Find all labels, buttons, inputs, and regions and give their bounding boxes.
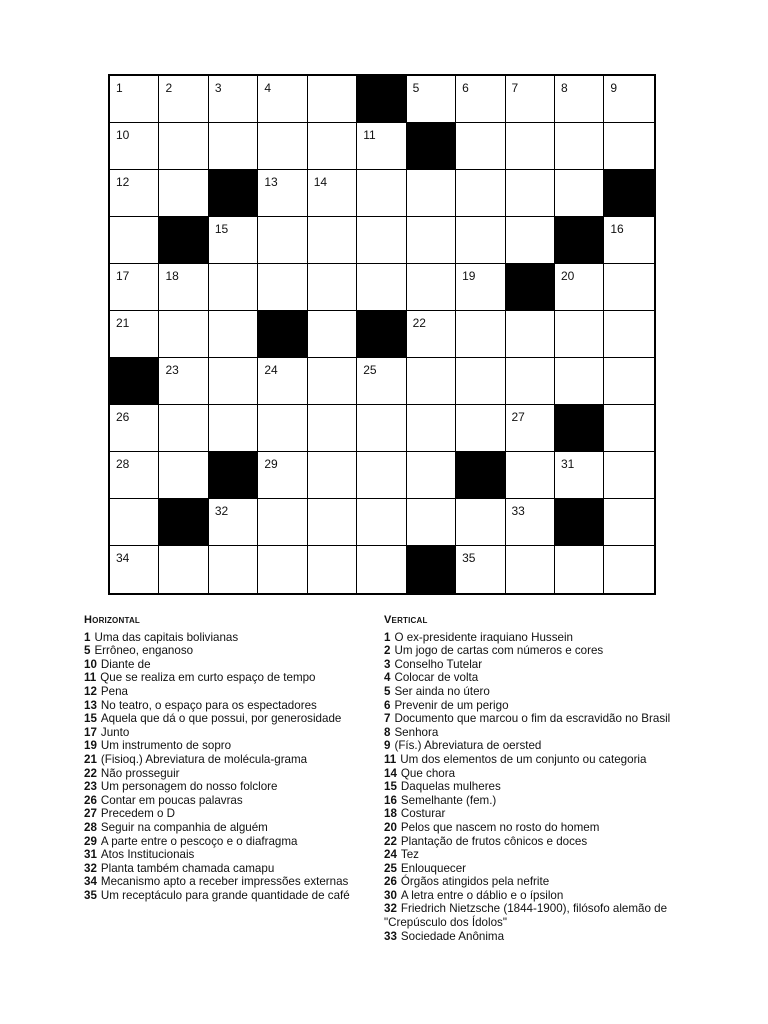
clue-text: Sociedade Anônima xyxy=(400,929,505,943)
grid-cell[interactable] xyxy=(407,76,456,123)
grid-cell[interactable] xyxy=(258,452,307,499)
crossword-grid xyxy=(108,74,656,595)
grid-cell[interactable] xyxy=(110,499,159,546)
clue-item xyxy=(84,875,384,889)
clue-item xyxy=(84,631,384,645)
cell-number: 11 xyxy=(363,128,376,142)
grid-cell[interactable] xyxy=(604,452,653,499)
black-cell xyxy=(407,123,456,170)
clue-number: 31 xyxy=(84,848,97,862)
cell-number: 34 xyxy=(116,551,130,565)
clue-item xyxy=(384,658,684,672)
clue-text: Pelos que nascem no rosto do homem xyxy=(400,820,600,834)
grid-cell[interactable] xyxy=(604,499,653,546)
clue-number: 10 xyxy=(84,657,97,671)
black-cell xyxy=(357,76,406,123)
cell-number: 6 xyxy=(462,81,469,95)
clue-item xyxy=(84,685,384,699)
clue-text: A letra entre o dáblio e o ípsilon xyxy=(400,888,564,902)
clue-number: 22 xyxy=(84,766,97,780)
grid-cell[interactable] xyxy=(159,123,208,170)
clue-item xyxy=(384,712,684,726)
grid-cell[interactable] xyxy=(357,358,406,405)
clue-number: 5 xyxy=(84,644,91,658)
clue-item xyxy=(384,699,684,713)
grid-cell[interactable] xyxy=(604,123,653,170)
clue-text: O ex-presidente iraquiano Hussein xyxy=(394,630,573,644)
clue-item xyxy=(84,862,384,876)
cell-number: 20 xyxy=(560,269,575,283)
clue-item xyxy=(84,739,384,753)
black-cell xyxy=(506,264,555,311)
grid-cell[interactable] xyxy=(357,546,406,593)
clue-text: Precedem o D xyxy=(100,807,176,821)
clue-item xyxy=(384,875,684,889)
clue-number: 24 xyxy=(384,848,397,862)
cell-number: 26 xyxy=(116,410,130,424)
horizontal-clue-list xyxy=(84,631,384,903)
clue-number: 26 xyxy=(384,875,397,889)
clue-text: Órgãos atingidos pela nefrite xyxy=(400,875,550,889)
clue-item xyxy=(384,644,684,658)
clue-number: 8 xyxy=(384,725,391,739)
black-cell xyxy=(456,452,505,499)
clue-number: 4 xyxy=(384,671,391,685)
clue-text: Enlouquecer xyxy=(400,861,467,875)
grid-cell[interactable] xyxy=(407,499,456,546)
cell-number: 23 xyxy=(165,363,179,377)
clue-number: 6 xyxy=(384,698,391,712)
grid-cell[interactable] xyxy=(456,76,505,123)
clue-number: 1 xyxy=(84,630,91,644)
clue-text: Junto xyxy=(100,725,130,739)
grid-cell[interactable] xyxy=(308,546,357,593)
clue-number: 32 xyxy=(384,902,397,916)
grid-cell[interactable] xyxy=(209,499,258,546)
clue-text: Friedrich Nietzsche (1844-1900), filósofo alemão de "Crepúsculo dos Ídolos" xyxy=(384,902,668,930)
grid-cell[interactable] xyxy=(308,311,357,358)
cell-number: 14 xyxy=(313,175,328,189)
grid-cell[interactable] xyxy=(604,405,653,452)
cell-number: 13 xyxy=(264,175,278,189)
cell-number: 8 xyxy=(560,81,568,95)
grid-cell[interactable] xyxy=(506,311,555,358)
vertical-heading: Vertical xyxy=(384,614,428,626)
grid-cell[interactable] xyxy=(110,170,159,217)
clue-item xyxy=(384,862,684,876)
grid-cell[interactable] xyxy=(159,452,208,499)
clue-text: Planta também chamada camapu xyxy=(100,861,275,875)
clue-item xyxy=(384,835,684,849)
grid-cell[interactable] xyxy=(357,264,406,311)
grid-cell[interactable] xyxy=(555,76,604,123)
black-cell xyxy=(209,170,258,217)
cell-number: 16 xyxy=(610,222,624,236)
clue-text: Uma das capitais bolivianas xyxy=(94,630,239,644)
grid-cell[interactable] xyxy=(258,170,307,217)
vertical-clue-list xyxy=(384,631,684,944)
clue-item xyxy=(384,685,684,699)
grid-cell[interactable] xyxy=(209,123,258,170)
clue-item xyxy=(84,644,384,658)
cell-number: 25 xyxy=(363,363,377,377)
clue-text: Ser ainda no útero xyxy=(394,684,490,698)
grid-cell[interactable] xyxy=(506,452,555,499)
clue-text: No teatro, o espaço para os espectadores xyxy=(100,698,317,712)
clue-text: Aquela que dá o que possui, por generosidade xyxy=(100,712,342,726)
grid-cell[interactable] xyxy=(258,217,307,264)
black-cell xyxy=(604,170,653,217)
grid-cell[interactable] xyxy=(555,452,604,499)
clue-text: Pena xyxy=(100,684,128,698)
clue-number: 7 xyxy=(384,712,391,726)
clue-text: Que chora xyxy=(400,766,456,780)
black-cell xyxy=(357,311,406,358)
clue-text: Contar em poucas palavras xyxy=(100,793,243,807)
grid-cell[interactable] xyxy=(308,405,357,452)
grid-cell[interactable] xyxy=(456,217,505,264)
grid-cell[interactable] xyxy=(604,311,653,358)
clue-text: Errôneo, enganoso xyxy=(94,644,194,658)
clue-item xyxy=(84,835,384,849)
grid-cell[interactable] xyxy=(407,358,456,405)
clue-number: 26 xyxy=(84,793,97,807)
clue-text: Diante de xyxy=(100,657,151,671)
cell-number: 33 xyxy=(511,504,525,518)
cell-number: 29 xyxy=(264,457,278,471)
grid-cell[interactable] xyxy=(456,358,505,405)
clue-item xyxy=(384,848,684,862)
grid-cell[interactable] xyxy=(308,452,357,499)
clue-text: Conselho Tutelar xyxy=(394,657,483,671)
cell-number: 12 xyxy=(116,175,130,189)
grid-cell[interactable] xyxy=(555,546,604,593)
grid-cell[interactable] xyxy=(308,499,357,546)
cell-number: 19 xyxy=(462,269,476,283)
grid-cell[interactable] xyxy=(555,170,604,217)
grid-cell[interactable] xyxy=(110,264,159,311)
black-cell xyxy=(110,358,159,405)
grid-cell[interactable] xyxy=(258,546,307,593)
cell-number: 22 xyxy=(412,316,426,330)
cell-number: 4 xyxy=(264,81,271,95)
clue-number: 25 xyxy=(384,861,397,875)
clue-item xyxy=(84,699,384,713)
grid-cell[interactable] xyxy=(456,546,505,593)
grid-cell[interactable] xyxy=(456,123,505,170)
black-cell xyxy=(209,452,258,499)
clue-text: Colocar de volta xyxy=(394,671,479,685)
clue-number: 30 xyxy=(384,888,397,902)
clue-item xyxy=(84,848,384,862)
clue-text: Semelhante (fem.) xyxy=(400,793,497,807)
cell-number: 35 xyxy=(462,551,476,565)
grid-cell[interactable] xyxy=(357,217,406,264)
grid-cell[interactable] xyxy=(308,217,357,264)
grid-cell[interactable] xyxy=(407,264,456,311)
black-cell xyxy=(555,217,604,264)
grid-cell[interactable] xyxy=(110,452,159,499)
grid-cell[interactable] xyxy=(159,358,208,405)
grid-cell[interactable] xyxy=(506,170,555,217)
clue-text: Costurar xyxy=(400,807,446,821)
cell-number: 27 xyxy=(511,410,525,424)
cell-number: 17 xyxy=(116,269,130,283)
black-cell xyxy=(555,405,604,452)
clue-text: Um receptáculo para grande quantidade de café xyxy=(100,888,350,902)
grid-cell[interactable] xyxy=(555,123,604,170)
clue-number: 13 xyxy=(84,698,97,712)
grid-cell[interactable] xyxy=(506,499,555,546)
clue-number: 16 xyxy=(384,793,397,807)
clue-item xyxy=(384,767,684,781)
grid-cell[interactable] xyxy=(407,217,456,264)
clue-text: Que se realiza em curto espaço de tempo xyxy=(100,671,316,685)
grid-cell[interactable] xyxy=(604,264,653,311)
grid-cell[interactable] xyxy=(506,76,555,123)
clue-number: 17 xyxy=(84,725,97,739)
grid-cell[interactable] xyxy=(357,405,406,452)
cell-number: 31 xyxy=(560,457,575,471)
grid-cell[interactable] xyxy=(407,311,456,358)
cell-number: 2 xyxy=(165,81,173,95)
clue-item xyxy=(84,753,384,767)
grid-cell[interactable] xyxy=(308,264,357,311)
clue-item xyxy=(84,767,384,781)
cell-number: 32 xyxy=(214,504,229,518)
clue-item xyxy=(384,780,684,794)
grid-cell[interactable] xyxy=(258,76,307,123)
clue-number: 32 xyxy=(84,861,97,875)
clue-text: Um dos elementos de um conjunto ou categoria xyxy=(400,752,647,766)
black-cell xyxy=(258,311,307,358)
clue-number: 2 xyxy=(384,644,391,658)
grid-cell[interactable] xyxy=(407,405,456,452)
clue-item xyxy=(84,794,384,808)
grid-cell[interactable] xyxy=(258,405,307,452)
grid-cell[interactable] xyxy=(308,358,357,405)
horizontal-heading: Horizontal xyxy=(84,614,141,626)
clue-number: 20 xyxy=(384,820,397,834)
black-cell xyxy=(407,546,456,593)
clue-text: Documento que marcou o fim da escravidão no Brasil xyxy=(394,712,671,726)
clue-item xyxy=(384,794,684,808)
grid-cell[interactable] xyxy=(308,170,357,217)
black-cell xyxy=(159,499,208,546)
grid-cell[interactable] xyxy=(308,123,357,170)
clue-item xyxy=(384,821,684,835)
cell-number: 1 xyxy=(116,81,123,95)
grid-cell[interactable] xyxy=(308,76,357,123)
grid-cell[interactable] xyxy=(258,123,307,170)
grid-cell[interactable] xyxy=(159,546,208,593)
clue-item xyxy=(84,726,384,740)
grid-cell[interactable] xyxy=(159,76,208,123)
grid-cell[interactable] xyxy=(209,546,258,593)
clue-number: 29 xyxy=(84,834,97,848)
clue-number: 1 xyxy=(384,630,391,644)
clue-item xyxy=(384,807,684,821)
clue-number: 18 xyxy=(384,807,397,821)
grid-cell[interactable] xyxy=(555,264,604,311)
grid-cell[interactable] xyxy=(604,217,653,264)
grid-cell[interactable] xyxy=(110,546,159,593)
cell-number: 3 xyxy=(214,81,222,95)
grid-cell[interactable] xyxy=(506,123,555,170)
clue-text: Um personagem do nosso folclore xyxy=(100,780,278,794)
grid-cell[interactable] xyxy=(209,76,258,123)
clue-text: A parte entre o pescoço e o diafragma xyxy=(100,834,298,848)
black-cell xyxy=(555,499,604,546)
grid-cell[interactable] xyxy=(159,170,208,217)
grid-cell[interactable] xyxy=(456,264,505,311)
grid-cell[interactable] xyxy=(110,76,159,123)
clue-text: Um instrumento de sopro xyxy=(100,739,232,753)
clue-text: (Fís.) Abreviatura de oersted xyxy=(394,739,542,753)
clue-text: Daquelas mulheres xyxy=(400,780,501,794)
clue-number: 35 xyxy=(84,888,97,902)
clue-text: Tez xyxy=(400,848,419,862)
grid-cell[interactable] xyxy=(159,311,208,358)
grid-cell[interactable] xyxy=(456,311,505,358)
clue-number: 34 xyxy=(84,875,97,889)
clue-number: 15 xyxy=(84,712,97,726)
grid-cell[interactable] xyxy=(357,123,406,170)
clue-item xyxy=(84,712,384,726)
clue-item xyxy=(384,902,684,929)
grid-cell[interactable] xyxy=(604,546,653,593)
clue-item xyxy=(384,671,684,685)
grid-cell[interactable] xyxy=(110,311,159,358)
clue-text: Mecanismo apto a receber impressões externas xyxy=(100,875,349,889)
clue-number: 19 xyxy=(84,739,97,753)
clue-text: Atos Institucionais xyxy=(100,848,195,862)
cell-number: 7 xyxy=(511,81,519,95)
clue-number: 27 xyxy=(84,807,97,821)
vertical-clues xyxy=(384,614,684,943)
clue-number: 14 xyxy=(384,766,397,780)
grid-cell[interactable] xyxy=(209,311,258,358)
grid-cell[interactable] xyxy=(506,405,555,452)
clue-number: 22 xyxy=(384,834,397,848)
cell-number: 15 xyxy=(214,222,229,236)
grid-cell[interactable] xyxy=(456,170,505,217)
clue-text: Senhora xyxy=(394,725,439,739)
clue-number: 21 xyxy=(84,752,97,766)
grid-cell[interactable] xyxy=(604,76,653,123)
clue-text: Seguir na companhia de alguém xyxy=(100,820,268,834)
grid-cell[interactable] xyxy=(357,499,406,546)
grid-cell[interactable] xyxy=(159,405,208,452)
cell-number: 9 xyxy=(610,81,618,95)
clue-item xyxy=(84,889,384,903)
clue-number: 5 xyxy=(384,684,391,698)
grid-cell[interactable] xyxy=(555,311,604,358)
clue-number: 28 xyxy=(84,820,97,834)
grid-cell[interactable] xyxy=(604,358,653,405)
cell-number: 10 xyxy=(116,128,130,142)
clue-item xyxy=(384,889,684,903)
clue-text: Não prosseguir xyxy=(100,766,180,780)
grid-cell[interactable] xyxy=(506,546,555,593)
grid-cell[interactable] xyxy=(506,358,555,405)
clue-item xyxy=(384,753,684,767)
grid-cell[interactable] xyxy=(456,405,505,452)
grid-cell[interactable] xyxy=(357,170,406,217)
cell-number: 28 xyxy=(116,457,130,471)
black-cell xyxy=(159,217,208,264)
clue-item xyxy=(384,726,684,740)
clue-number: 12 xyxy=(84,684,97,698)
grid-cell[interactable] xyxy=(110,217,159,264)
cell-number: 5 xyxy=(412,81,420,95)
grid-cell[interactable] xyxy=(209,264,258,311)
clue-number: 33 xyxy=(384,929,397,943)
grid-cell[interactable] xyxy=(209,217,258,264)
grid-cell[interactable] xyxy=(407,452,456,499)
clue-item xyxy=(384,631,684,645)
clue-number: 9 xyxy=(384,739,391,753)
grid-cell[interactable] xyxy=(357,452,406,499)
horizontal-clues xyxy=(84,614,384,902)
clue-item xyxy=(384,930,684,944)
cell-number: 24 xyxy=(264,363,278,377)
grid-cell[interactable] xyxy=(258,358,307,405)
grid-cell[interactable] xyxy=(258,264,307,311)
grid-cell[interactable] xyxy=(456,499,505,546)
grid-cell[interactable] xyxy=(110,405,159,452)
cell-number: 18 xyxy=(165,269,179,283)
grid-cell[interactable] xyxy=(258,499,307,546)
clue-text: Um jogo de cartas com números e cores xyxy=(394,644,604,658)
clue-item xyxy=(84,671,384,685)
cell-number: 21 xyxy=(116,316,130,330)
grid-cell[interactable] xyxy=(159,264,208,311)
clue-item xyxy=(84,807,384,821)
clue-number: 3 xyxy=(384,657,391,671)
clue-item xyxy=(84,780,384,794)
grid-cell[interactable] xyxy=(506,217,555,264)
grid-cell[interactable] xyxy=(110,123,159,170)
clue-text: Prevenir de um perigo xyxy=(394,698,509,712)
clue-item xyxy=(84,821,384,835)
clue-number: 11 xyxy=(84,671,97,685)
clue-number: 11 xyxy=(384,752,397,766)
clue-number: 23 xyxy=(84,780,97,794)
clue-item xyxy=(384,739,684,753)
clue-text: Plantação de frutos cônicos e doces xyxy=(400,834,588,848)
grid-cell[interactable] xyxy=(209,405,258,452)
clue-text: (Fisioq.) Abreviatura de molécula-grama xyxy=(100,752,308,766)
clue-number: 15 xyxy=(384,780,397,794)
grid-cell[interactable] xyxy=(209,358,258,405)
clue-item xyxy=(84,658,384,672)
grid-cell[interactable] xyxy=(407,170,456,217)
grid-cell[interactable] xyxy=(555,358,604,405)
